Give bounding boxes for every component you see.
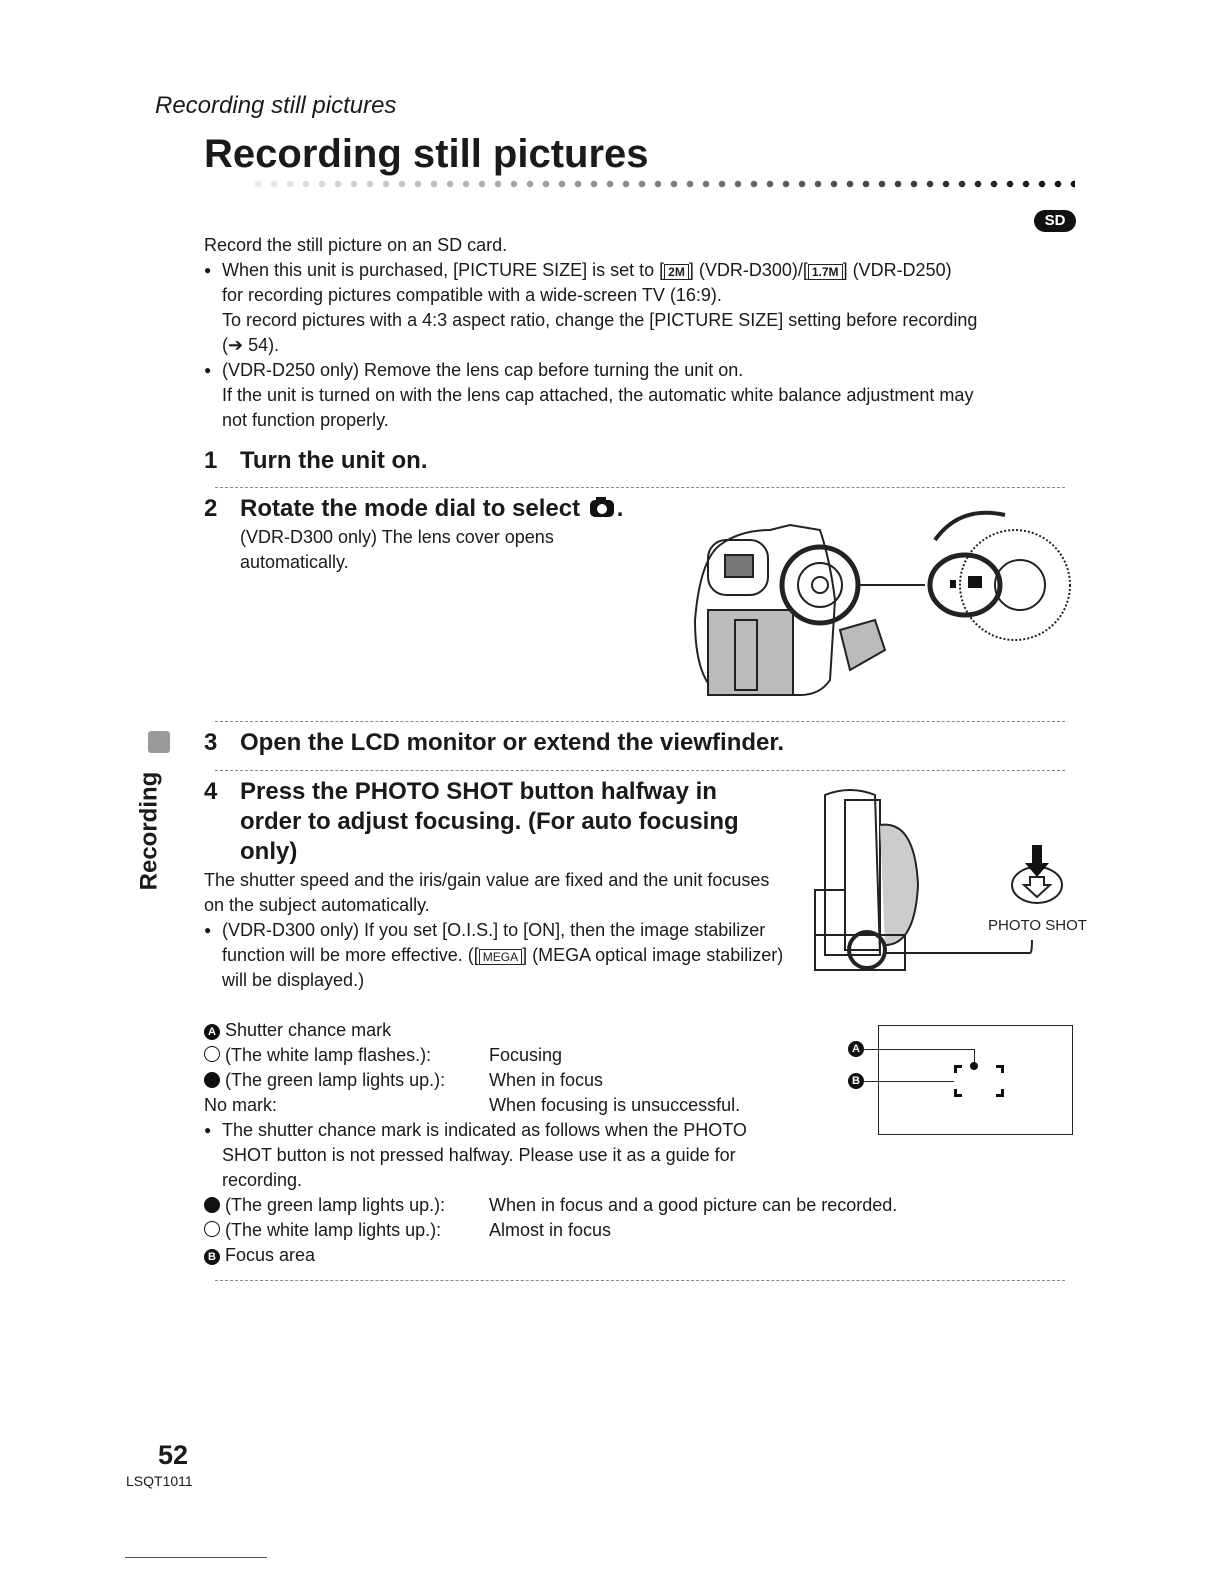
step-4-text: The shutter speed and the iris/gain value are fixed and the unit focuses on the subject automatically. bbox=[204, 870, 770, 915]
step-number: 1 bbox=[204, 447, 218, 474]
legend-key: (The green lamp lights up.): bbox=[225, 1070, 446, 1090]
bullet-lens-cap bbox=[204, 358, 1074, 433]
bullet-picture-size bbox=[204, 258, 1074, 358]
side-tab bbox=[120, 772, 180, 892]
mode-dial-illustration bbox=[680, 500, 1080, 700]
legend-key: No mark: bbox=[204, 1095, 278, 1115]
text: not function properly. bbox=[222, 410, 389, 430]
legend-value: When focusing is unsuccessful. bbox=[489, 1095, 741, 1115]
legend-value: When in focus and a good picture can be recorded. bbox=[489, 1195, 898, 1215]
page-reference: (➔ 54). bbox=[222, 335, 280, 355]
step-title: Turn the unit on. bbox=[240, 447, 428, 474]
page-number: 52 bbox=[158, 1440, 189, 1470]
page-title: Recording still pictures bbox=[204, 132, 649, 176]
green-lamp-icon bbox=[204, 1072, 220, 1088]
divider bbox=[215, 721, 1065, 722]
step-number: 3 bbox=[204, 729, 218, 756]
section-marker bbox=[148, 731, 170, 753]
1-7m-size-icon: 1.7M bbox=[808, 264, 843, 280]
step-number: 4 bbox=[204, 778, 218, 805]
legend-key: (The green lamp lights up.): bbox=[225, 1195, 446, 1215]
legend-key: (The white lamp lights up.): bbox=[225, 1220, 442, 1240]
legend-key: (The white lamp flashes.): bbox=[225, 1045, 432, 1065]
text: When this unit is purchased, [PICTURE SIZE] is set to [ bbox=[222, 260, 665, 280]
legend-a-label: Shutter chance mark bbox=[225, 1020, 392, 1040]
text: for recording pictures compatible with a wide-screen TV (16:9). bbox=[222, 285, 722, 305]
sd-badge: SD bbox=[1034, 210, 1076, 232]
text: (VDR-D250 only) Remove the lens cap before turning the unit on. bbox=[222, 360, 744, 380]
white-lamp-icon bbox=[204, 1046, 220, 1062]
green-lamp-icon bbox=[204, 1197, 220, 1213]
marker-a-icon: A bbox=[204, 1024, 220, 1040]
divider bbox=[215, 770, 1065, 771]
step-title: Press the PHOTO SHOT button halfway in order to adjust focusing. (For auto focusing only) bbox=[240, 778, 739, 865]
text: ] (VDR-D300)/[ bbox=[688, 260, 808, 280]
footer-line bbox=[125, 1557, 267, 1558]
step-2-note: (VDR-D300 only) The lens cover opens automatically. bbox=[240, 527, 554, 572]
step-1 bbox=[204, 447, 428, 475]
step-title: Rotate the mode dial to select bbox=[240, 495, 581, 522]
legend-value: Focusing bbox=[489, 1045, 563, 1065]
legend-b-label: Focus area bbox=[225, 1245, 316, 1265]
photo-shot-label: PHOTO SHOT bbox=[988, 917, 1087, 934]
text: ] (MEGA optical image stabilizer) will be displayed.) bbox=[222, 945, 784, 990]
camera-mode-icon bbox=[587, 495, 617, 519]
step-4 bbox=[204, 777, 784, 867]
step-2: 2 Rotate the mode dial to select . bbox=[204, 495, 624, 522]
divider bbox=[215, 1280, 1065, 1281]
running-header: Recording still pictures bbox=[155, 92, 397, 119]
mega-ois-icon: MEGA bbox=[479, 949, 522, 965]
legend bbox=[204, 1018, 984, 1268]
text: To record pictures with a 4:3 aspect ratio, change the [PICTURE SIZE] setting before recording bbox=[222, 310, 978, 330]
intro bbox=[204, 233, 1074, 433]
step-title: Open the LCD monitor or extend the viewfinder. bbox=[240, 729, 785, 756]
dotted-divider bbox=[250, 178, 1075, 190]
step-3 bbox=[204, 729, 784, 757]
legend-bullet: ● The shutter chance mark is indicated as follows when the PHOTO SHOT button is not pressed halfway. Please use it as a guide for recording. bbox=[204, 1118, 792, 1193]
white-lamp-icon bbox=[204, 1221, 220, 1237]
side-tab-label: Recording bbox=[135, 771, 163, 891]
marker-b: B bbox=[848, 1073, 864, 1089]
bullet-ois bbox=[204, 918, 789, 993]
divider bbox=[215, 487, 1065, 488]
intro-line: Record the still picture on an SD card. bbox=[204, 235, 508, 255]
legend-value: Almost in focus bbox=[489, 1220, 612, 1240]
text: If the unit is turned on with the lens cap attached, the automatic white balance adjustment may bbox=[222, 385, 974, 405]
photo-shot-illustration bbox=[800, 785, 1090, 985]
text: ] (VDR-D250) bbox=[842, 260, 952, 280]
legend-value: When in focus bbox=[489, 1070, 604, 1090]
2m-size-icon: 2M bbox=[664, 264, 689, 280]
step-number: 2 bbox=[204, 495, 218, 522]
marker-a: A bbox=[848, 1041, 864, 1057]
text: (VDR-D300 only) If you set [O.I.S.] to [ON], then the image stabilizer function will be more effective. ([ bbox=[222, 920, 766, 965]
marker-b-icon: B bbox=[204, 1249, 220, 1265]
document-code: LSQT1011 bbox=[126, 1473, 193, 1489]
step-4-body bbox=[204, 868, 789, 993]
